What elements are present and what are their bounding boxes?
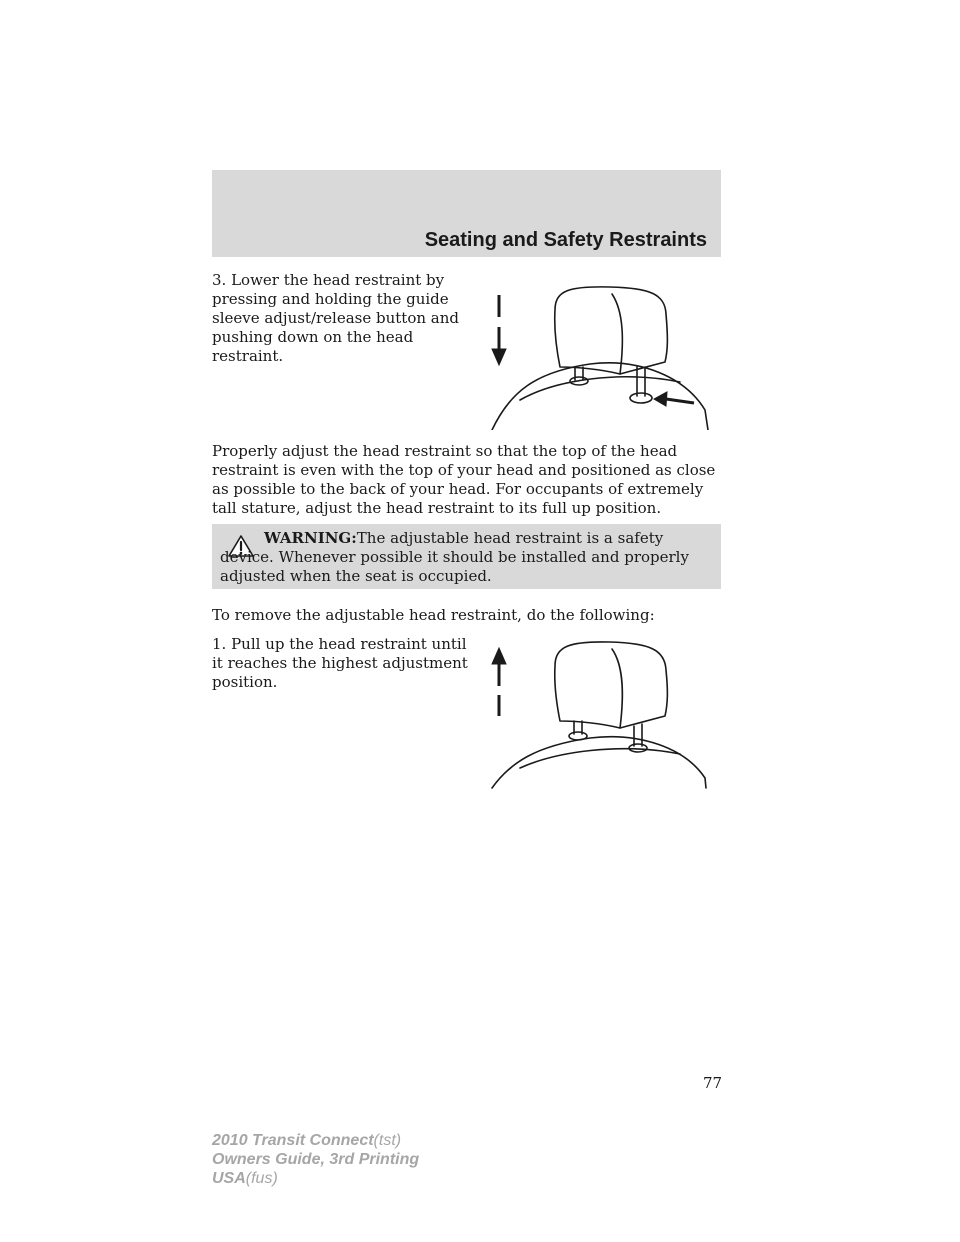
up-arrow-icon xyxy=(492,648,506,716)
step-3-text: 3. Lower the head restraint by pressing and holding the guide sleeve adjust/release button and pushing down on the head restraint. xyxy=(212,271,459,365)
guide-sleeve-left xyxy=(569,732,587,740)
warning-text xyxy=(220,529,715,586)
warning-label: WARNING: xyxy=(264,529,357,547)
warning-box xyxy=(212,524,721,589)
head-restraint-raise-illustration xyxy=(480,638,712,790)
warning-body: The adjustable head restraint is a safety device. Whenever possible it should be installed and properly adjusted when the seat is occupied. xyxy=(220,529,689,585)
footer-region: USA xyxy=(212,1170,246,1187)
section-header xyxy=(212,170,721,257)
footer xyxy=(212,1131,419,1188)
footer-guide: Owners Guide, 3rd Printing xyxy=(212,1151,420,1168)
headrest-outline xyxy=(555,642,668,728)
seat-back-outline xyxy=(492,363,708,430)
footer-region-code: (fus) xyxy=(245,1170,278,1187)
headrest-outline xyxy=(555,287,668,374)
footer-model: 2010 Transit Connect xyxy=(212,1132,374,1149)
button-pointer-arrow-icon xyxy=(654,392,694,406)
adjust-paragraph: Properly adjust the head restraint so that the top of the head restraint is even with the top of your head and positioned as close as possible to the back of your head. For occupants of extremely tall stature, adjust the head restraint to its full up position. xyxy=(212,442,716,517)
step-1-text: 1. Pull up the head restraint until it reaches the highest adjustment position. xyxy=(212,635,468,691)
down-arrow-icon xyxy=(492,295,506,365)
remove-intro: To remove the adjustable head restraint, do the following: xyxy=(212,606,655,624)
footer-line-model xyxy=(212,1131,419,1150)
page-number: 77 xyxy=(703,1074,723,1092)
footer-model-code: (tst) xyxy=(373,1132,402,1149)
seat-back-outline xyxy=(492,737,706,788)
guide-sleeve-button xyxy=(630,393,652,403)
head-restraint-lower-illustration xyxy=(480,282,712,430)
footer-line-region xyxy=(212,1169,419,1188)
section-title: Seating and Safety Restraints xyxy=(424,229,707,251)
